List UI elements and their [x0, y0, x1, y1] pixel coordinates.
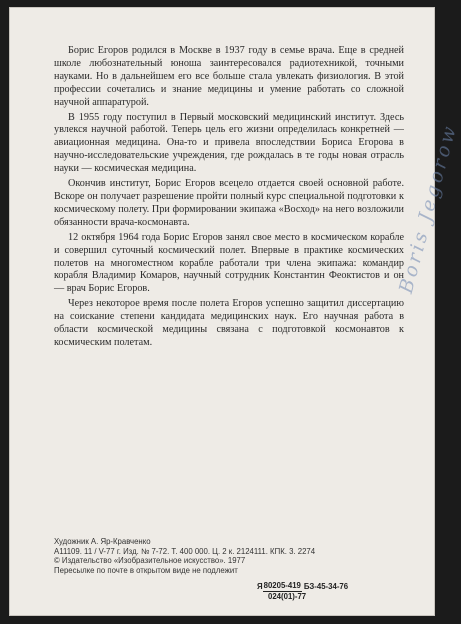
imprint-block	[54, 537, 404, 575]
postcard-back	[9, 7, 461, 616]
catalog-code: БЗ-45-34-76	[303, 582, 349, 591]
biography-text	[54, 45, 404, 352]
copyright-line: © Издательство «Изобразительное искусство». 1977	[54, 556, 246, 566]
artist-credit: Художник А. Яр-Кравченко	[54, 537, 151, 546]
handwritten-signature: Boris Jegorow	[395, 121, 461, 296]
paragraph-dissertation: Через некоторое время после полета Егоров успешно защитил диссертацию на соискание степени кандидата медицинских наук. Его научная работа в области космической медицины связана с подготовкой космонавтов к космическим полетам.	[54, 298, 404, 348]
postal-note: Пересылке по почте в открытом виде не подлежит	[54, 565, 238, 575]
price-prefix: Я	[257, 582, 263, 591]
price-code	[257, 581, 348, 601]
paragraph-institute: В 1955 году поступил в Первый московский медицинский институт. Здесь увлекся научной работой. Теперь цель его жизни определилась конкретней — авиационная медицина. Она-то и привела впоследствии Бориса Егорова в научно-исследовательские учреждения, где рождалась в те годы новая отрасль науки — космическая медицина.	[54, 111, 404, 175]
paragraph-flight: 12 октября 1964 года Борис Егоров занял свое место в космическом корабле и совершил суточный космический полет. Впервые в практике космических полетов на многоместном корабле работали три члена экипажа: командир корабля Владимир Комаров, научный сотрудник Константин Феоктистов и он — врач Борис Егоров.	[54, 231, 404, 295]
paragraph-training: Окончив институт, Борис Егоров всецело отдается своей основной работе. Вскоре он получает разрешение пройти полный курс специальной подготовки к космическому полету. При формировании экипажа «Восход» на него возложили обязанности врача-космонавта.	[54, 178, 404, 228]
price-numerator: 80205-419	[263, 581, 301, 590]
price-denominator: 024(01)-77	[268, 591, 307, 601]
print-info: А11109. 11 / V-77 г. Изд. № 7-72. Т. 400 000. Ц. 2 к. 2124111. КПК. 3. 2274	[54, 546, 316, 556]
paragraph-childhood: Борис Егоров родился в Москве в 1937 году в семье врача. Еще в средней школе любознательный юноша заинтересовался радиотехникой, точными науками. Но в дальнейшем его все больше стала увлекать физиология. В этой профессии сочетались и знание медицины и умение работать со сложной научной аппаратурой.	[54, 45, 404, 108]
